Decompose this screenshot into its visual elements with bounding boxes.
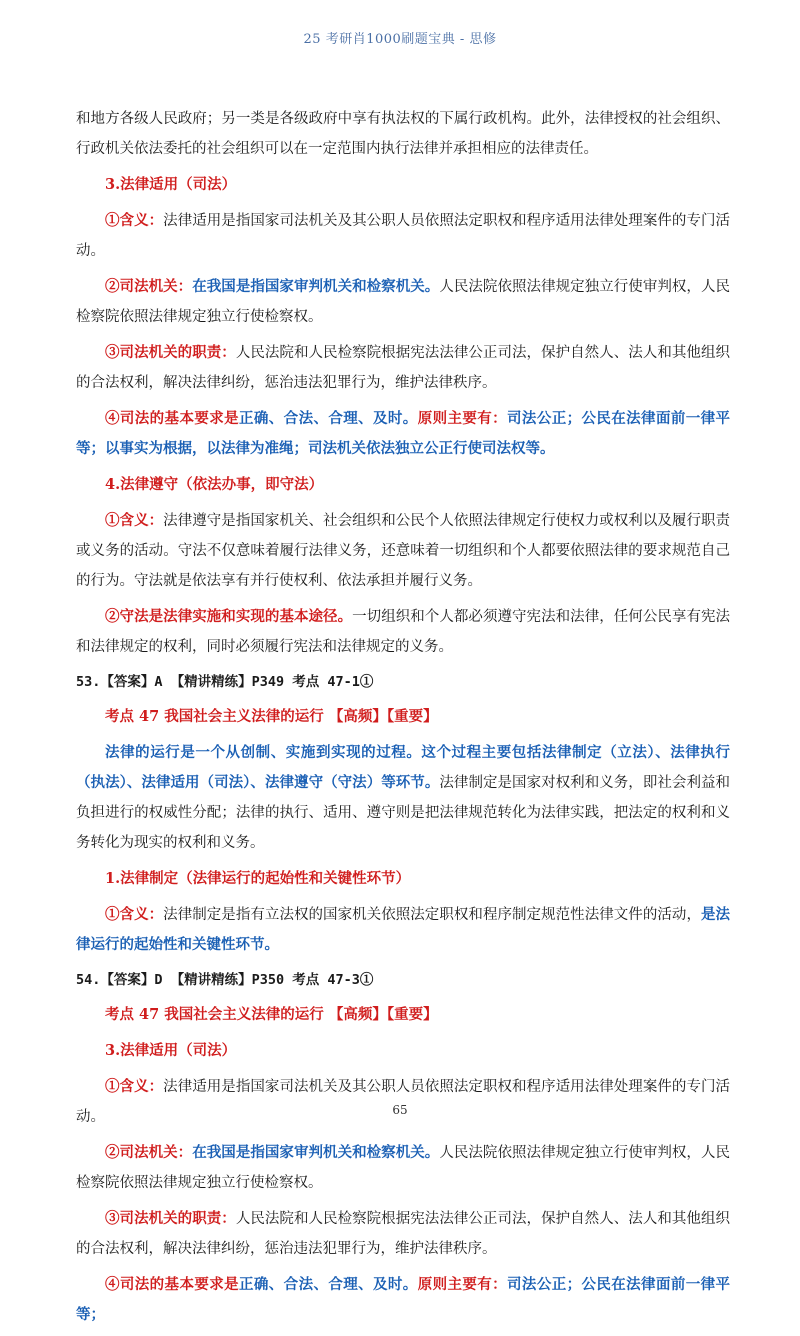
text: 人民法院和人民检察院根据宪法法律公正司法，保护自然人、法人和其他组织的合法权利，解决法律纠纷，惩治违法犯罪行为，维护法律秩序。	[76, 345, 731, 391]
text: 法律适用是指国家司法机关及其公职人员依照法定职权和程序适用法律处理案件的专门活动。	[76, 213, 731, 259]
highlight: 法律实施和实现的基本途径。	[163, 608, 353, 625]
page-content	[76, 104, 730, 1336]
key-point-title-2: 考点 47 我国社会主义法律的运行 【高频】【重要】	[105, 1006, 438, 1023]
paragraph-requirements	[76, 404, 730, 464]
text: 人民法院和人民检察院根据宪法法律公正司法，保护自然人、法人和其他组织的合法权利，解决法律纠纷，惩治违法犯罪行为，维护法律秩序。	[76, 1211, 731, 1257]
highlight: 正确、合法、合理、及时。	[239, 410, 418, 427]
label: ①含义：	[105, 512, 164, 529]
label: ②守法	[105, 608, 149, 625]
paragraph-judicial-organs-2	[76, 1138, 730, 1198]
page-header: 25 考研肖1000刷题宝典 - 思修	[303, 32, 497, 47]
label: 原则主要有：	[417, 410, 508, 427]
text: 人民法院依照法律规定独立行使审判权，人民检察院依照法律规定独立行使检察权。	[76, 279, 731, 325]
section-title-law-application-2: 3.法律适用（司法）	[105, 1042, 237, 1059]
answer-53: 53.【答案】A 【精讲精练】P349 考点 47-1①	[76, 674, 374, 690]
connector: 是	[224, 1276, 240, 1293]
label: ④司法的基本要求	[105, 410, 225, 427]
section-title-law-compliance: 4.法律遵守（依法办事，即守法）	[105, 476, 324, 493]
paragraph-judicial-organs	[76, 272, 730, 332]
paragraph-compliance-path	[76, 602, 730, 662]
paragraph-definition	[76, 206, 730, 266]
label: ②司法机关：	[105, 278, 193, 295]
paragraph-duties	[76, 338, 730, 398]
paragraph-law-operation	[76, 738, 730, 858]
label: 原则主要有：	[417, 1276, 508, 1293]
text: 法律制定是指有立法权的国家机关依照法定职权和程序制定规范性法律文件的活动，	[163, 907, 701, 923]
paragraph-compliance-definition	[76, 506, 730, 596]
connector: 是	[148, 608, 164, 625]
paragraph-requirements-2	[76, 1270, 730, 1330]
label: ①含义：	[105, 1078, 164, 1095]
highlight: 在我国是指国家审判机关和检察机关。	[192, 1144, 440, 1161]
section-title-law-making: 1.法律制定（法律运行的起始性和关键性环节）	[105, 870, 411, 887]
text: 人民法院依照法律规定独立行使审判权，人民检察院依照法律规定独立行使检察权。	[76, 1145, 731, 1191]
text: 法律遵守是指国家机关、社会组织和公民个人依照法律规定行使权力或权利以及履行职责或义务的活动。守法不仅意味着履行法律义务，还意味着一切组织和个人都要依照法律的要求规范自己的行为。守法就是依法享有并行使权利、依法承担并履行义务。	[76, 513, 731, 589]
section-title-law-application: 3.法律适用（司法）	[105, 176, 237, 193]
text: 法律适用是指国家司法机关及其公职人员依照法定职权和程序适用法律处理案件的专门活动。	[76, 1079, 731, 1125]
connector: 是	[224, 410, 240, 427]
text: 一切组织和个人都必须遵守宪法和法律，任何公民享有宪法和法律规定的权利，同时必须履行宪法和法律规定的义务。	[76, 609, 731, 655]
label: ①含义：	[105, 906, 164, 923]
label: ④司法的基本要求	[105, 1276, 225, 1293]
label: ③司法机关的职责：	[105, 344, 236, 361]
paragraph-law-making-definition	[76, 900, 730, 960]
paragraph-duties-2	[76, 1204, 730, 1264]
label: ③司法机关的职责：	[105, 1210, 236, 1227]
highlight: 法律的运行是一个从创制、实施到实现的过程。这个过程主要包括法律制定（立法）、法律执行（执法）、法律适用（司法）、法律遵守（守法）等环节。	[76, 744, 730, 791]
highlight: 是法律运行的起始性和关键性环节。	[76, 906, 731, 953]
page-number: 65	[392, 1103, 408, 1117]
highlight: 司法公正；公民在法律面前一律平等；	[76, 1276, 731, 1323]
text: 法律制定是国家对权利和义务，即社会利益和负担进行的权威性分配；法律的执行、适用、遵守则是把法律规范转化为法律实践，把法定的权利和义务转化为现实的权利和义务。	[76, 775, 731, 851]
answer-54: 54.【答案】D 【精讲精练】P350 考点 47-3①	[76, 972, 374, 988]
highlight: 正确、合法、合理、及时。	[239, 1276, 418, 1293]
key-point-title: 考点 47 我国社会主义法律的运行 【高频】【重要】	[105, 708, 438, 725]
highlight: 司法公正；公民在法律面前一律平等；以事实为根据，以法律为准绳；司法机关依法独立公正行使司法权等。	[76, 410, 731, 457]
highlight: 在我国是指国家审判机关和检察机关。	[192, 278, 440, 295]
label: ②司法机关：	[105, 1144, 193, 1161]
paragraph-definition-2	[76, 1072, 730, 1132]
label: ①含义：	[105, 212, 164, 229]
paragraph-continuation: 和地方各级人民政府；另一类是各级政府中享有执法权的下属行政机构。此外，法律授权的社会组织、行政机关依法委托的社会组织可以在一定范围内执行法律并承担相应的法律责任。	[76, 111, 730, 157]
